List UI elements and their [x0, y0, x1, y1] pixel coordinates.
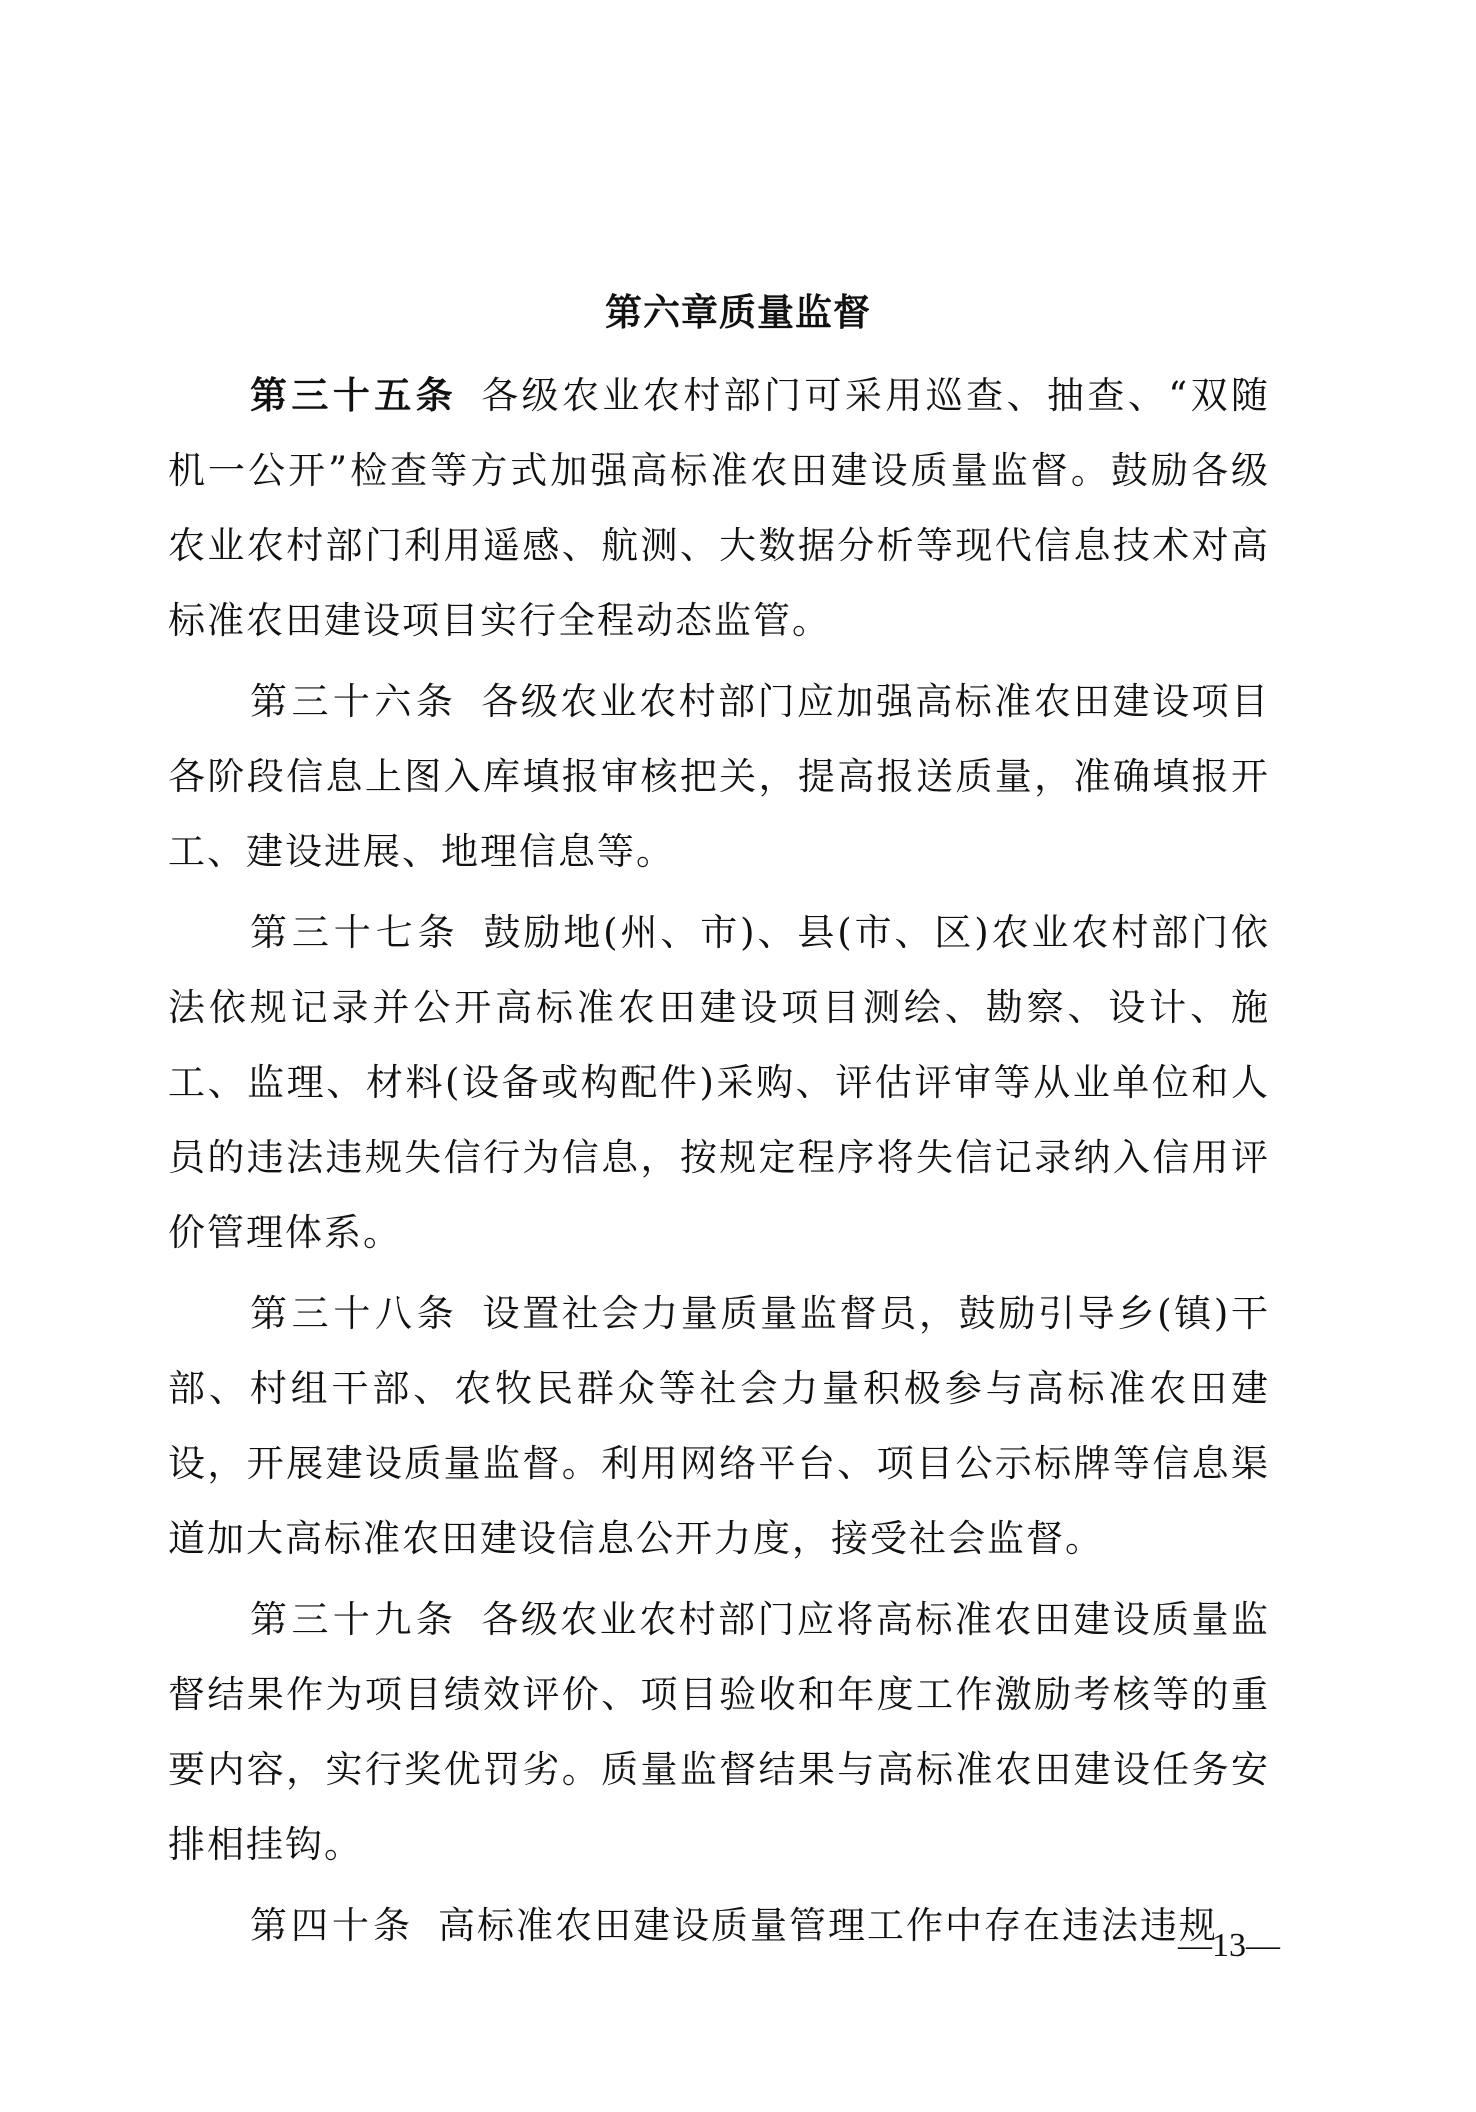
article-text: 各级农业农村部门可采用巡查、抽查、“双随机一公开”检查等方式加强高标准农田建设质量监督。鼓励各级农业农村部门利用遥感、航测、大数据分析等现代信息技术对高标准农田建设项目实行全程动态监管。 — [168, 374, 1271, 642]
article-36 — [168, 664, 1270, 889]
chapter-title: 第六章质量监督 — [605, 291, 871, 334]
article-number: 第四十条 — [250, 1904, 414, 1947]
article-number: 第三十九条 — [250, 1598, 458, 1641]
page-number: —13— — [1178, 1927, 1280, 1964]
chapter-body — [168, 358, 1270, 1969]
article-35 — [168, 358, 1270, 658]
article-number: 第三十六条 — [250, 680, 458, 723]
article-40 — [168, 1888, 1270, 1963]
article-text: 高标准农田建设质量管理工作中存在违法违规 — [438, 1904, 1218, 1947]
article-text: 各级农业农村部门应加强高标准农田建设项目各阶段信息上图入库填报审核把关，提高报送质量，准确填报开工、建设进展、地理信息等。 — [168, 680, 1271, 873]
article-number: 第三十五条 — [250, 374, 458, 417]
article-37 — [168, 895, 1270, 1270]
article-number: 第三十八条 — [250, 1292, 459, 1335]
article-text: 鼓励地(州、市)、县(市、区)农业农村部门依法依规记录并公开高标准农田建设项目测绘、勘察、设计、施工、监理、材料(设备或构配件)采购、评估评审等从业单位和人员的违法违规失信行为信息，按规定程序将失信记录纳入信用评价管理体系。 — [168, 911, 1271, 1254]
article-number: 第三十七条 — [250, 911, 460, 954]
article-39 — [168, 1582, 1270, 1882]
article-text: 各级农业农村部门应将高标准农田建设质量监督结果作为项目绩效评价、项目验收和年度工作激励考核等的重要内容，实行奖优罚劣。质量监督结果与高标准农田建设任务安排相挂钩。 — [168, 1598, 1271, 1866]
article-text: 设置社会力量质量监督员，鼓励引导乡(镇)干部、村组干部、农牧民群众等社会力量积极参与高标准农田建设，开展建设质量监督。利用网络平台、项目公示标牌等信息渠道加大高标准农田建设信息公开力度，接受社会监督。 — [168, 1292, 1271, 1560]
article-38 — [168, 1276, 1270, 1576]
